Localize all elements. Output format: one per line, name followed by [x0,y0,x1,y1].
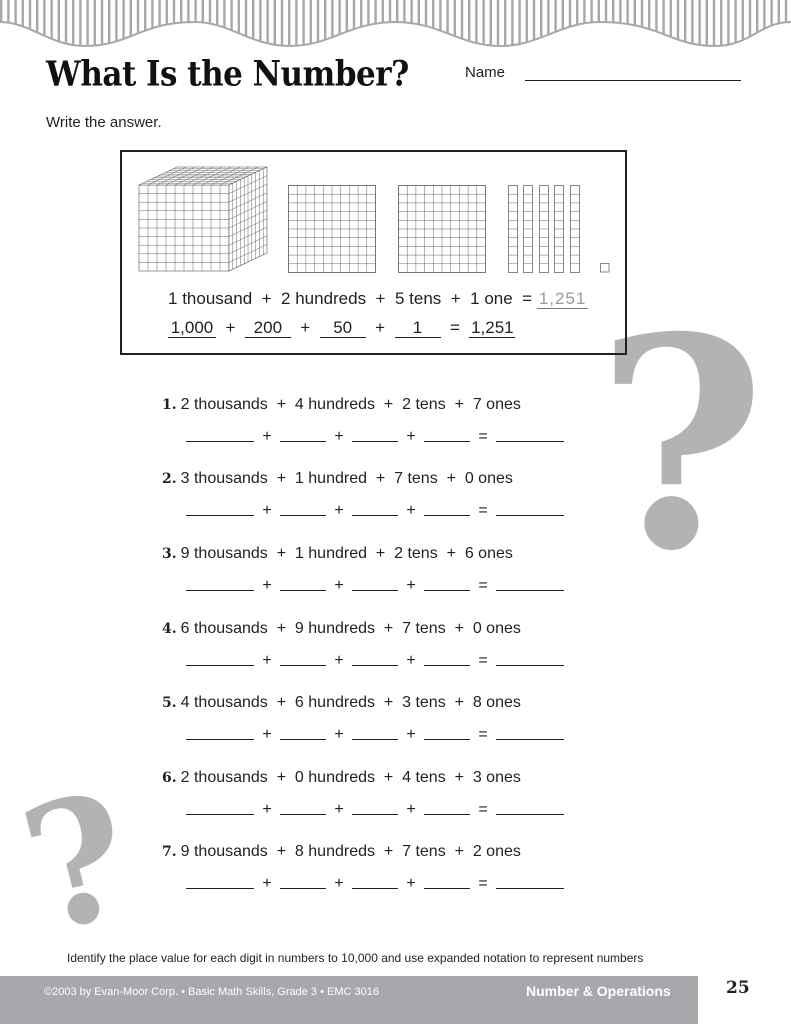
hundreds-blank[interactable] [280,887,326,889]
tens-blank[interactable] [352,887,398,889]
tens-blank[interactable] [352,589,398,591]
plus-sign: + [262,726,272,743]
thousands-blank[interactable] [186,738,254,740]
hundred-flat-block-2 [398,185,486,273]
hundreds-blank[interactable] [280,664,326,666]
plus-sign: + [334,801,344,818]
total-blank[interactable] [496,664,564,666]
plus-sign: + [334,577,344,594]
problem-text: 6 thousands + 9 hundreds + 7 tens + 0 ones [180,620,521,637]
problem-number: 1. [162,397,177,413]
ones-blank[interactable] [424,664,470,666]
hundreds-blank[interactable] [280,440,326,442]
plus-sign: + [262,502,272,519]
ones-blank[interactable] [424,514,470,516]
ones-blank[interactable] [424,813,470,815]
example-tens-value: 50 [320,319,366,338]
problem-1 [162,396,521,414]
plus-sign: + [406,875,416,892]
equals-sign: = [478,801,488,818]
answer-row-6 [186,799,564,819]
traced-answer: 1,251 [538,289,587,308]
total-blank[interactable] [496,514,564,516]
answer-row-5 [186,724,564,744]
plus-sign: + [406,801,416,818]
ones-blank[interactable] [424,589,470,591]
instructions: Write the answer. [46,114,162,131]
equals-sign: = [478,726,488,743]
problem-text: 3 thousands + 1 hundred + 7 tens + 0 ones [180,470,513,487]
hundreds-blank[interactable] [280,813,326,815]
hundreds-blank[interactable] [280,514,326,516]
equals-sign: = [478,577,488,594]
total-blank[interactable] [496,813,564,815]
plus-sign: + [262,652,272,669]
tens-blank[interactable] [352,664,398,666]
equals-sign: = [478,502,488,519]
plus-sign: + [334,652,344,669]
total-blank[interactable] [496,738,564,740]
problem-text: 2 thousands + 0 hundreds + 4 tens + 3 ones [180,769,521,786]
plus-sign: + [262,801,272,818]
plus-sign: + [406,428,416,445]
problem-number: 3. [162,546,177,562]
tens-blank[interactable] [352,738,398,740]
problem-4 [162,620,521,638]
problem-2 [162,470,513,488]
example-hundreds-value: 200 [245,319,291,338]
thousands-blank[interactable] [186,589,254,591]
problem-text: 4 thousands + 6 hundreds + 3 tens + 8 ones [180,694,521,711]
plus-sign: + [334,428,344,445]
answer-row-1 [186,426,564,446]
copyright: ©2003 by Evan-Moor Corp. • Basic Math Skills, Grade 3 • EMC 3016 [44,986,379,998]
question-mark-decoration-right: ? [596,275,766,615]
name-input-line[interactable] [525,80,741,81]
problem-text: 2 thousands + 4 hundreds + 2 tens + 7 ones [180,396,521,413]
example-total: 1,251 [471,318,514,337]
example-word-form: 1 thousand + 2 hundreds + 5 tens + 1 one = 1,251 [168,289,587,308]
plus-sign: + [262,428,272,445]
thousands-blank[interactable] [186,887,254,889]
problem-number: 5. [162,695,177,711]
problem-number: 7. [162,844,177,860]
problem-5 [162,694,521,712]
problem-6 [162,769,521,787]
tens-blank[interactable] [352,514,398,516]
thousands-blank[interactable] [186,514,254,516]
hundred-flat-block-1 [288,185,376,273]
example-expanded-form: 1,000 + 200 + 50 + 1 = 1,251 [168,318,515,338]
ones-blank[interactable] [424,440,470,442]
problem-text: 9 thousands + 8 hundreds + 7 tens + 2 ones [180,843,521,860]
equals-sign: = [478,652,488,669]
equals-sign: = [478,428,488,445]
name-label: Name [465,64,506,81]
hundreds-blank[interactable] [280,738,326,740]
equals-sign: = [478,875,488,892]
problem-7 [162,843,521,861]
problem-3 [162,545,513,563]
hundreds-blank[interactable] [280,589,326,591]
total-blank[interactable] [496,887,564,889]
plus-sign: + [406,577,416,594]
ten-rod-blocks [508,185,586,273]
plus-sign: + [334,726,344,743]
tens-blank[interactable] [352,813,398,815]
total-blank[interactable] [496,589,564,591]
one-unit-block [600,263,610,273]
plus-sign: + [334,502,344,519]
ones-blank[interactable] [424,887,470,889]
plus-sign: + [262,875,272,892]
example-ones-value: 1 [395,319,441,338]
problem-number: 6. [162,770,177,786]
question-mark-decoration-left: ? [5,753,151,973]
answer-row-2 [186,500,564,520]
total-blank[interactable] [496,440,564,442]
thousands-blank[interactable] [186,440,254,442]
thousands-blank[interactable] [186,813,254,815]
plus-sign: + [406,502,416,519]
problem-text: 9 thousands + 1 hundred + 2 tens + 6 ones [180,545,513,562]
ones-blank[interactable] [424,738,470,740]
plus-sign: + [406,652,416,669]
page-title: What Is the Number? [46,54,409,95]
thousand-cube-block [137,165,269,275]
problem-number: 4. [162,621,177,637]
thousands-blank[interactable] [186,664,254,666]
standard-statement: Identify the place value for each digit in numbers to 10,000 and use expanded notation to represent numbers [67,951,644,965]
example-thousands-value: 1,000 [168,319,216,338]
problem-number: 2. [162,471,177,487]
plus-sign: + [262,577,272,594]
striped-scallop-border [0,0,791,48]
section-label: Number & Operations [526,983,671,999]
answer-row-4 [186,650,564,670]
answer-row-7 [186,873,564,893]
tens-blank[interactable] [352,440,398,442]
answer-row-3 [186,575,564,595]
plus-sign: + [406,726,416,743]
plus-sign: + [334,875,344,892]
page-number: 25 [726,978,750,998]
